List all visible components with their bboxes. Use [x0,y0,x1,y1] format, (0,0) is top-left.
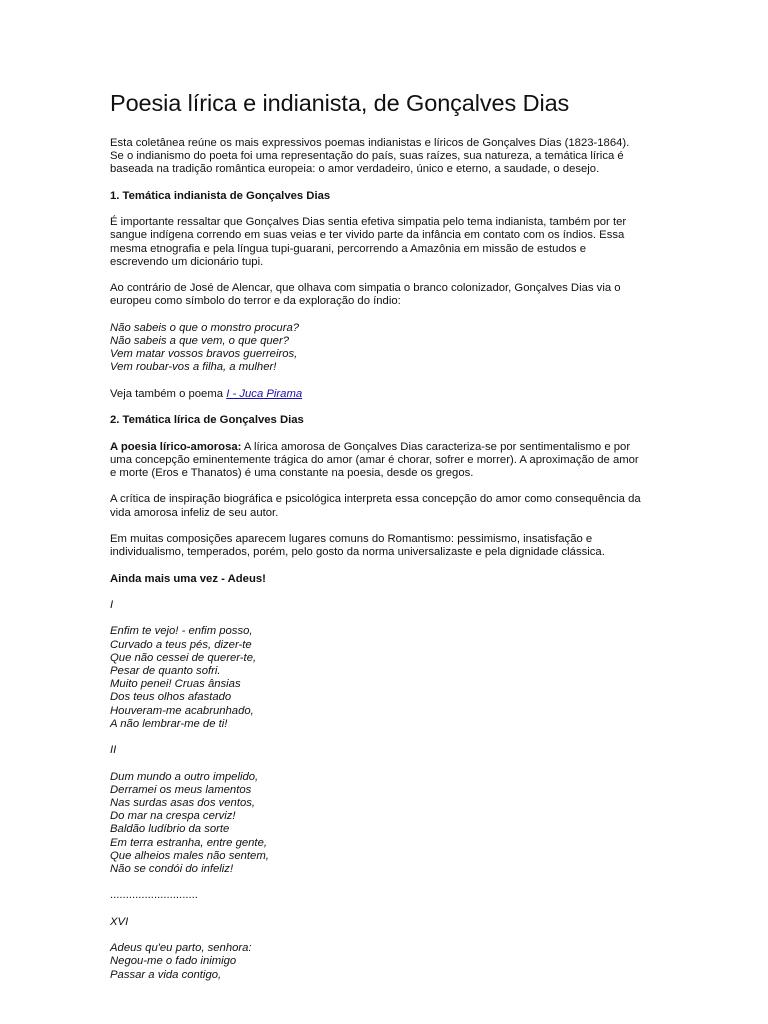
text-line: Ao contrário de José de Alencar, que olhava com simpatia o branco colonizador, Gonçalves Dias via o [110,282,621,295]
text-line: escrevendo um dicionário tupi. [110,255,264,268]
poem-stanza [110,942,670,982]
paragraph-ancestry [110,216,670,269]
verse-line: A não lembrar-me de ti! [110,717,228,730]
poem-stanza [110,625,670,731]
verse-line: Do mar na crespa cerviz! [110,810,236,823]
paragraph-alencar [110,282,670,308]
intro-line: baseada na tradição romântica europeia: o amor verdadeiro, único e eterno, a saudade, o desejo. [110,163,600,176]
lead-bold-label: A poesia lírico-amorosa: [110,440,242,453]
verse-line: Curvado a teus pés, dizer-te [110,638,252,651]
verse-line: Que alheios males não sentem, [110,849,269,862]
stanza-numeral: XVI [110,915,129,928]
verse-line: Dos teus olhos afastado [110,691,232,704]
verse-line: Não sabeis o que o monstro procura? [110,321,300,334]
ellipsis-separator: ............................ [110,889,198,902]
verse-line: Dum mundo a outro impelido, [110,770,259,783]
stanza-numeral: II [110,744,117,757]
text-line: europeu como símbolo do terror e da exploração do índio: [110,295,401,308]
verse-line: Negou-me o fado inimigo [110,955,237,968]
verse-line: Muito penei! Cruas ânsias [110,678,241,691]
verse-line: Adeus qu'eu parto, senhora: [110,942,252,955]
juca-pirama-link[interactable]: I - Juca Pirama [226,387,303,400]
text-line: Em muitas composições aparecem lugares comuns do Romantismo: pessimismo, insatisfação e [110,532,593,545]
verse-line: Pesar de quanto sofri. [110,664,221,677]
paragraph-lirico-amorosa [110,441,670,481]
text-line: individualismo, temperados, porém, pelo gosto da norma universalizaste e pela dignidade clássica. [110,546,605,559]
intro-paragraph [110,137,670,177]
verse-line: Enfim te vejo! - enfim posso, [110,625,253,638]
verse-line: Nas surdas asas dos ventos, [110,796,256,809]
text-line: É importante ressaltar que Gonçalves Dias sentia efetiva simpatia pelo tema indianista, também por ter [110,216,627,229]
verse-line: Vem roubar-vos a filha, a mulher! [110,361,277,374]
section-heading-indianista: 1. Temática indianista de Gonçalves Dias [110,189,331,202]
intro-line: Esta coletânea reúne os mais expressivos poemas indianistas e líricos de Gonçalves Dias (1823-1864). [110,137,630,149]
stanza-numeral: I [110,598,114,611]
paragraph-critica [110,493,670,519]
text-line: sangue indígena correndo em suas veias e ter vivido parte da infância em contato com os índios. Essa [110,229,625,242]
verse-line: Baldão ludíbrio da sorte [110,823,230,836]
verse-line: Derramei os meus lamentos [110,783,252,796]
see-also-label: Veja também o poema [110,387,227,400]
verse-line: Vem matar vossos bravos guerreiros, [110,348,298,361]
page-title: Poesia lírica e indianista, de Gonçalves Dias [110,90,570,116]
see-also [110,388,670,401]
paragraph-romantismo [110,533,670,559]
verse-line: Não se condói do infeliz! [110,862,234,875]
poem-stanza [110,771,670,877]
poem-title: Ainda mais uma vez - Adeus! [110,572,266,585]
verse-quote [110,322,670,375]
text-line: mesma etnografia e pela língua tupi-guarani, percorrendo a Amazônia em missão de estudos e [110,242,587,255]
verse-line: Houveram-me acabrunhado, [110,704,254,717]
verse-line: Em terra estranha, entre gente, [110,836,267,849]
document-body [110,137,670,982]
verse-line: Passar a vida contigo, [110,968,222,981]
text-line: uma concepção eminentemente trágica do amor (amar é chorar, sofrer e morrer). A aproximação de amor [110,453,639,466]
section-heading-lirica: 2. Temática lírica de Gonçalves Dias [110,414,304,427]
text-line: vida amorosa infeliz de seu autor. [110,506,279,519]
verse-line: Não sabeis a que vem, o que quer? [110,334,289,347]
text-line: A crítica de inspiração biográfica e psicológica interpreta essa concepção do amor como consequência da [110,493,641,506]
verse-line: Que não cessei de querer-te, [110,651,257,664]
text-line: A lírica amorosa de Gonçalves Dias caracteriza-se por sentimentalismo e por [241,440,631,453]
text-line: e morte (Eros e Thanatos) é uma constante na poesia, desde os gregos. [110,466,474,479]
intro-line: Se o indianismo do poeta foi uma representação do país, suas raízes, sua natureza, a temática lírica é [110,150,624,163]
